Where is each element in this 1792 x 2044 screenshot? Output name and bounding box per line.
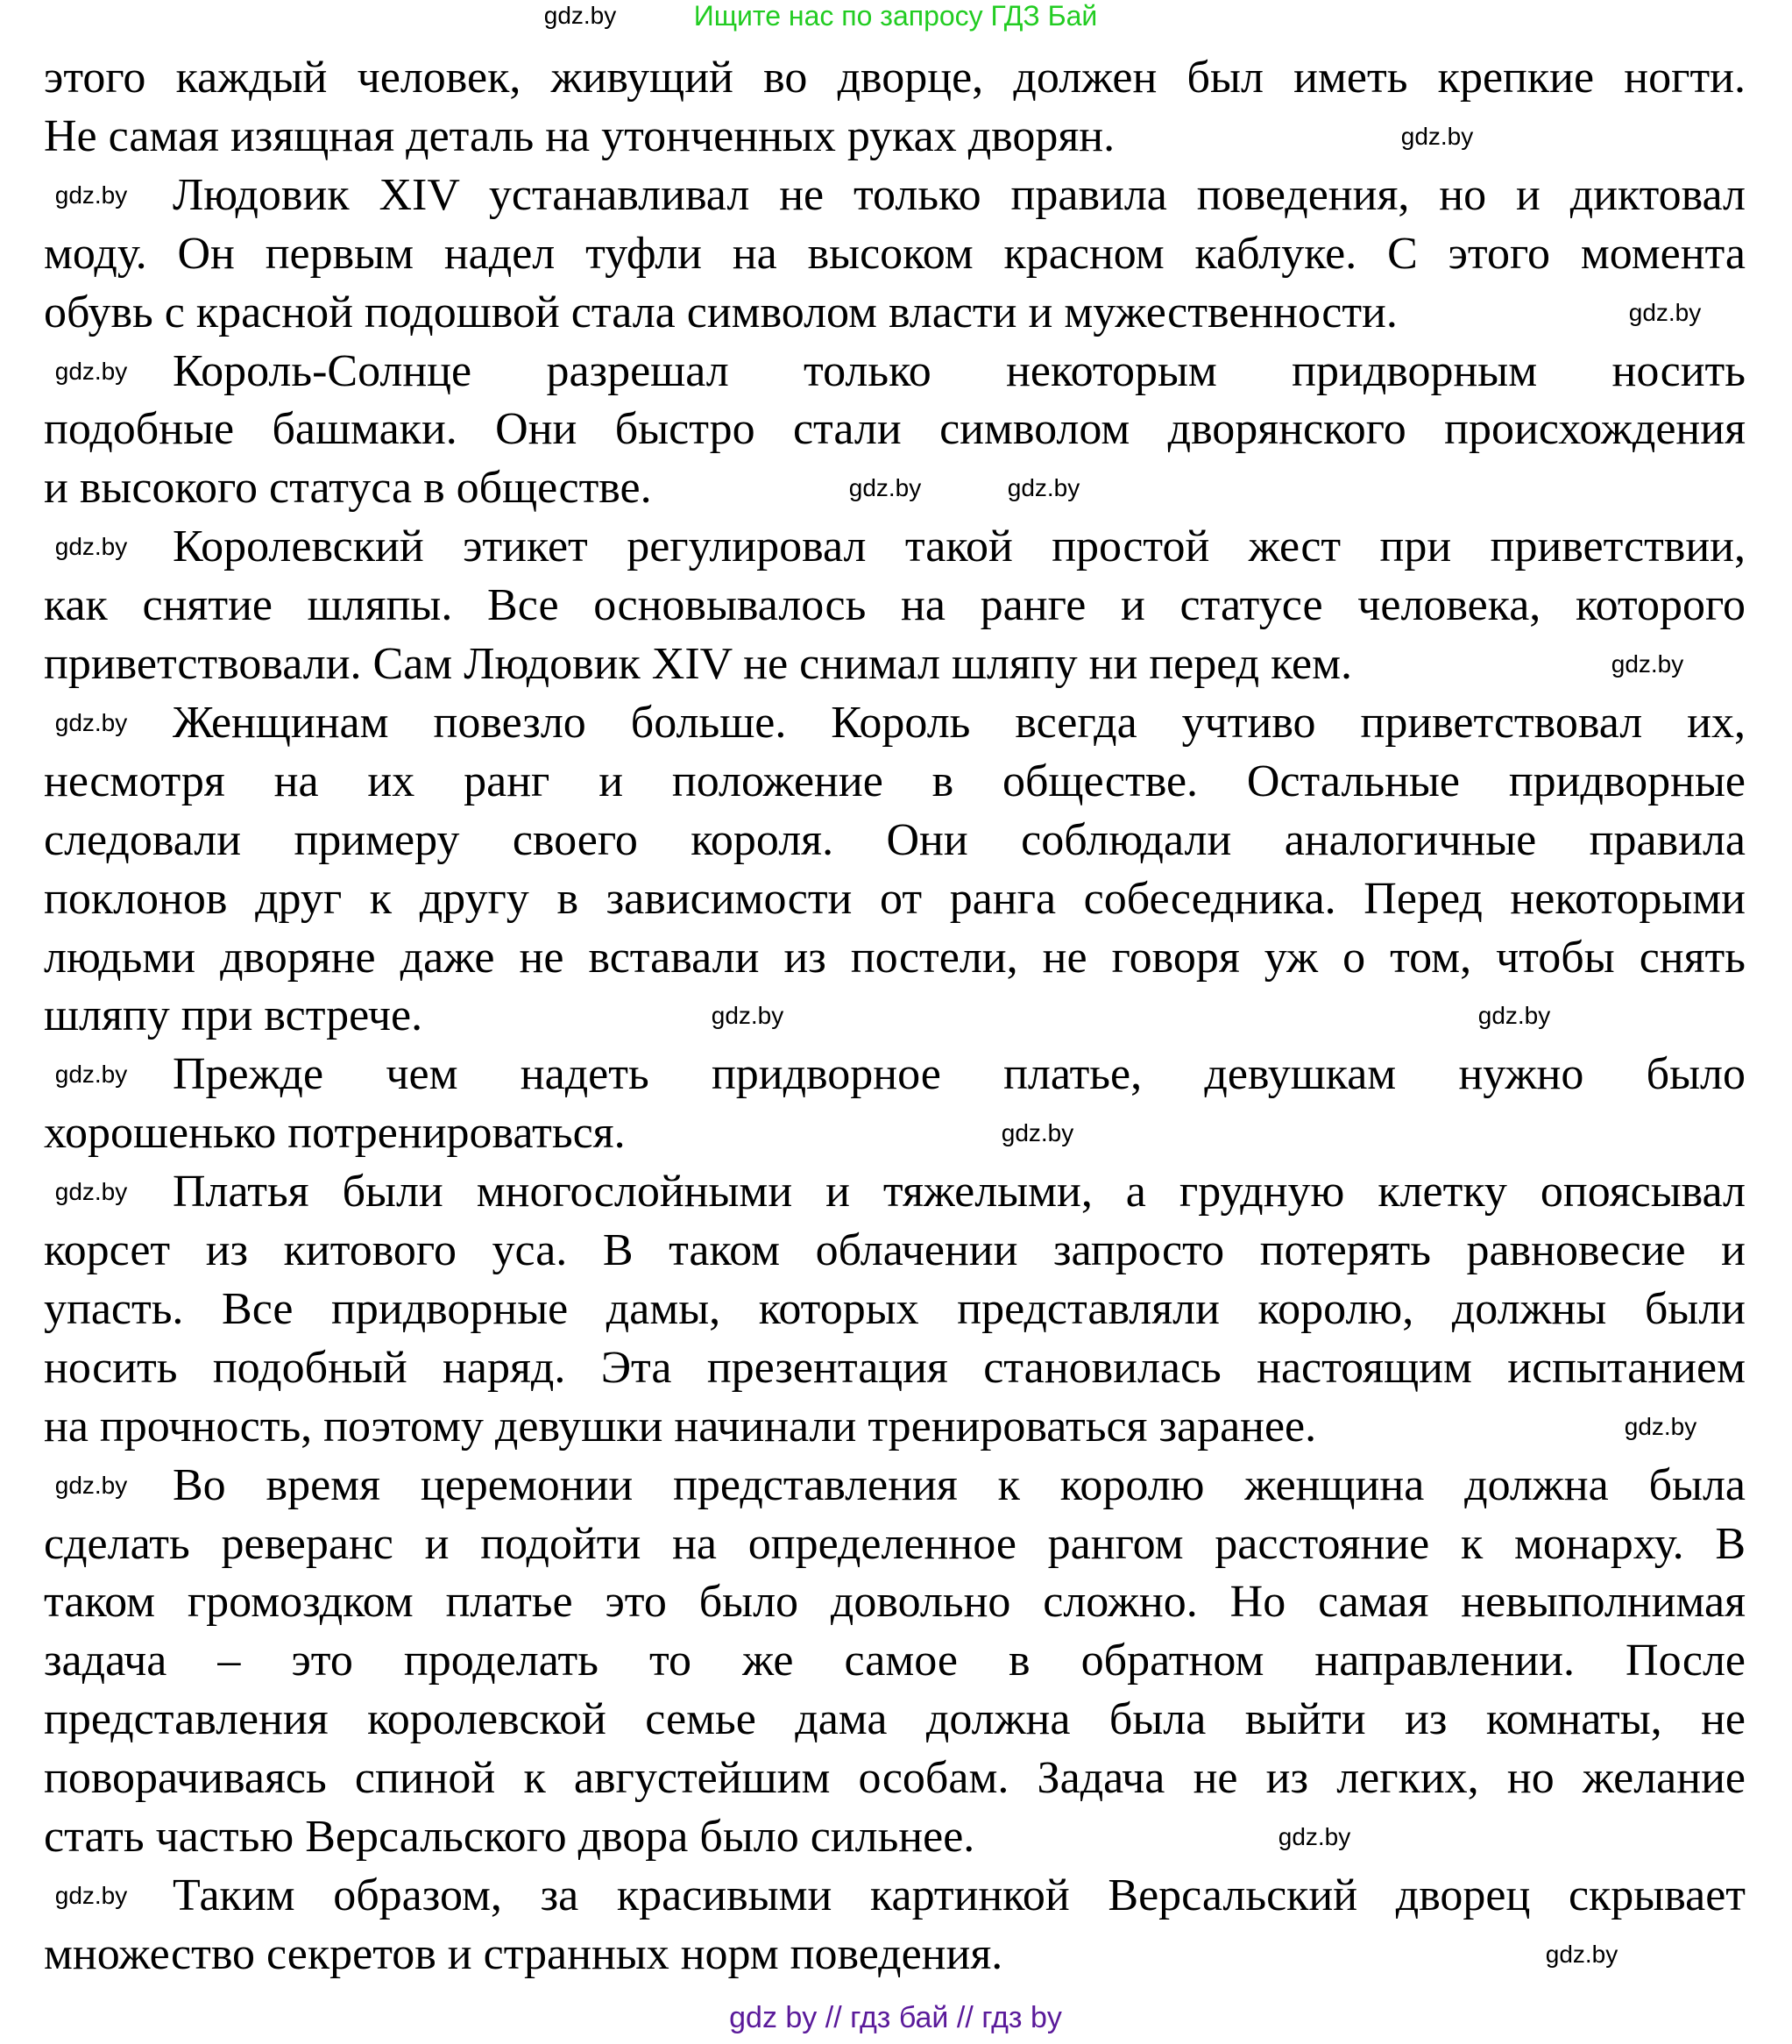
text-line: обувь с красной подошвой стала символом власти и мужественности. [44, 287, 1398, 337]
watermark: gdz.by [1611, 650, 1684, 678]
text-line: Людовик XIV устанавливал не только правила поведения, но и диктовал [173, 170, 1746, 220]
watermark: gdz.by [1007, 474, 1080, 501]
watermark: gdz.by [54, 1061, 128, 1088]
text-line: корсет из китового уса. В таком облачении запросто потерять равновесие и [44, 1225, 1746, 1275]
text-line: несмотря на их ранг и положение в обществе. Остальные придворные [44, 756, 1746, 806]
text-line: Платья были многослойными и тяжелыми, а грудную клетку опоясывал [173, 1167, 1746, 1217]
text-line: стать частью Версальского двора было сильнее. [44, 1812, 975, 1862]
text-line: сделать реверанс и подойти на определенное рангом расстояние к монарху. В [44, 1519, 1746, 1569]
text-line: Не самая изящная деталь на утонченных руках дворян. [44, 111, 1116, 161]
text-line: поворачиваясь спиной к августейшим особам. Задача не из легких, но желание [44, 1753, 1746, 1803]
watermark: gdz.by [54, 709, 128, 736]
text-line: на прочность, поэтому девушки начинали тренироваться заранее. [44, 1402, 1317, 1451]
footer-banner: gdz by // гдз бай // гдз by [729, 2001, 1062, 2034]
text-line: носить подобный наряд. Эта презентация становилась настоящим испытанием [44, 1343, 1746, 1393]
text-line: людьми дворяне даже не вставали из постели, не говоря уж о том, чтобы снять [44, 933, 1746, 983]
text-line: приветствовали. Сам Людовик XIV не снимал шляпу ни перед кем. [44, 639, 1353, 689]
text-line: и высокого статуса в обществе. [44, 463, 652, 513]
text-line: Король-Солнце разрешал только некоторым придворным носить [173, 346, 1746, 396]
text-line: следовали примеру своего короля. Они соблюдали аналогичные правила [44, 815, 1746, 865]
watermark: gdz.by [54, 358, 128, 385]
text-line: шляпу при встрече. [44, 990, 423, 1040]
text-line: задача – это проделать то же самое в обратном направлении. После [44, 1636, 1746, 1686]
watermark: gdz.by [543, 2, 617, 29]
text-line: Прежде чем надеть придворное платье, девушкам нужно было [173, 1049, 1746, 1099]
watermark: gdz.by [1400, 123, 1474, 150]
watermark: gdz.by [1628, 299, 1702, 326]
text-line: как снятие шляпы. Все основывалось на ранге и статусе человека, которого [44, 580, 1746, 630]
search-banner: Ищите нас по запросу ГДЗ Бай [693, 0, 1098, 32]
text-line: упасть. Все придворные дамы, которых представляли королю, должны были [44, 1284, 1746, 1334]
text-line: моду. Он первым надел туфли на высоком красном каблуке. С этого момента [44, 229, 1746, 279]
watermark: gdz.by [1545, 1941, 1618, 1968]
text-line: Женщинам повезло больше. Король всегда учтиво приветствовал их, [173, 698, 1746, 748]
watermark: gdz.by [711, 1002, 784, 1029]
watermark: gdz.by [1624, 1413, 1697, 1440]
watermark: gdz.by [848, 474, 922, 501]
text-line: Во время церемонии представления к королю женщина должна была [173, 1460, 1746, 1510]
watermark: gdz.by [54, 1882, 128, 1909]
text-line: хорошенько потренироваться. [44, 1108, 626, 1158]
text-line: этого каждый человек, живущий во дворце, должен был иметь крепкие ногти. [44, 53, 1746, 103]
watermark: gdz.by [54, 1472, 128, 1499]
text-line: представления королевской семье дама должна была выйти из комнаты, не [44, 1694, 1746, 1744]
watermark: gdz.by [54, 181, 128, 209]
text-line: поклонов друг к другу в зависимости от ранга собеседника. Перед некоторыми [44, 874, 1746, 924]
watermark: gdz.by [1001, 1119, 1074, 1146]
text-line: множество секретов и странных норм поведения. [44, 1929, 1003, 1979]
watermark: gdz.by [1477, 1002, 1551, 1029]
watermark: gdz.by [54, 533, 128, 560]
watermark: gdz.by [1278, 1823, 1351, 1850]
text-line: Королевский этикет регулировал такой простой жест при приветствии, [173, 522, 1746, 571]
text-line: Таким образом, за красивыми картинкой Версальский дворец скрывает [173, 1870, 1746, 1920]
text-line: таком громоздком платье это было довольно сложно. Но самая невыполнимая [44, 1577, 1746, 1627]
text-line: подобные башмаки. Они быстро стали символом дворянского происхождения [44, 404, 1746, 454]
watermark: gdz.by [54, 1178, 128, 1205]
